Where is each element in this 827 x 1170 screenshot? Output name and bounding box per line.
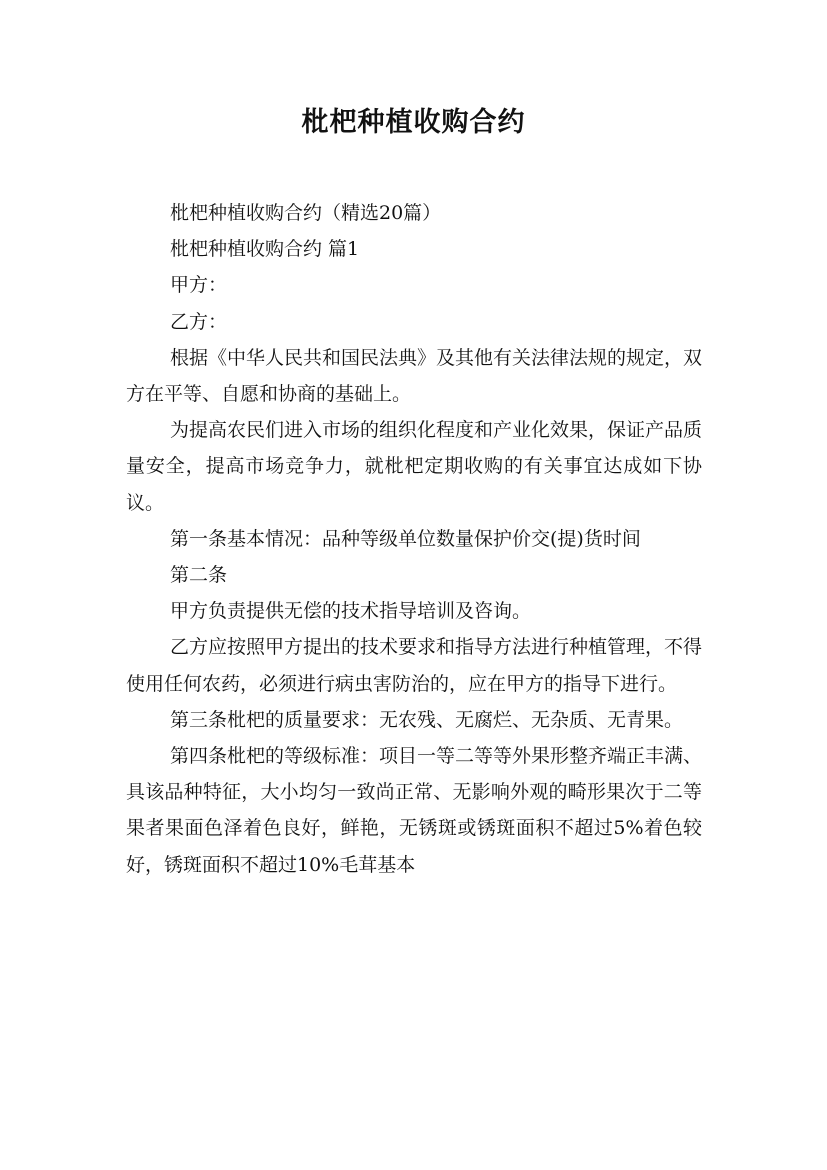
paragraph-article-4: 第四条枇杷的等级标准：项目一等二等等外果形整齐端正丰满、具该品种特征，大小均匀一致尚正常、无影响外观的畸形果次于二等果者果面色泽着色良好，鲜艳，无锈斑或锈斑面积不超过5%着色较好，锈斑面积不超过10%毛茸基本 — [126, 745, 703, 876]
paragraph-section-heading: 枇杷种植收购合约 篇1 — [170, 238, 360, 261]
paragraph-article-2-heading: 第二条 — [170, 564, 228, 587]
paragraph-article-3: 第三条枇杷的质量要求：无农残、无腐烂、无杂质、无青果。 — [170, 708, 684, 731]
document-body — [126, 195, 702, 883]
paragraph-party-b: 乙方： — [170, 310, 228, 333]
paragraph-article-1: 第一条基本情况：品种等级单位数量保护价交(提)货时间 — [170, 527, 641, 550]
document-title: 枇杷种植收购合约 — [301, 107, 526, 138]
paragraph-party-b-duty: 乙方应按照甲方提出的技术要求和指导方法进行种植管理，不得使用任何农药，必须进行病虫害防治的，应在甲方的指导下进行。 — [126, 636, 703, 695]
paragraph-party-a: 甲方： — [170, 274, 228, 297]
paragraph-legal-basis: 根据《中华人民共和国民法典》及其他有关法律法规的规定，双方在平等、自愿和协商的基础上。 — [126, 346, 703, 406]
paragraph-party-a-duty: 甲方负责提供无偿的技术指导培训及咨询。 — [170, 600, 532, 623]
paragraph-subtitle: 枇杷种植收购合约（精选20篇） — [170, 202, 442, 224]
paragraph-purpose: 为提高农民们进入市场的组织化程度和产业化效果，保证产品质量安全，提高市场竞争力，就枇杷定期收购的有关事宜达成如下协议。 — [126, 419, 703, 514]
